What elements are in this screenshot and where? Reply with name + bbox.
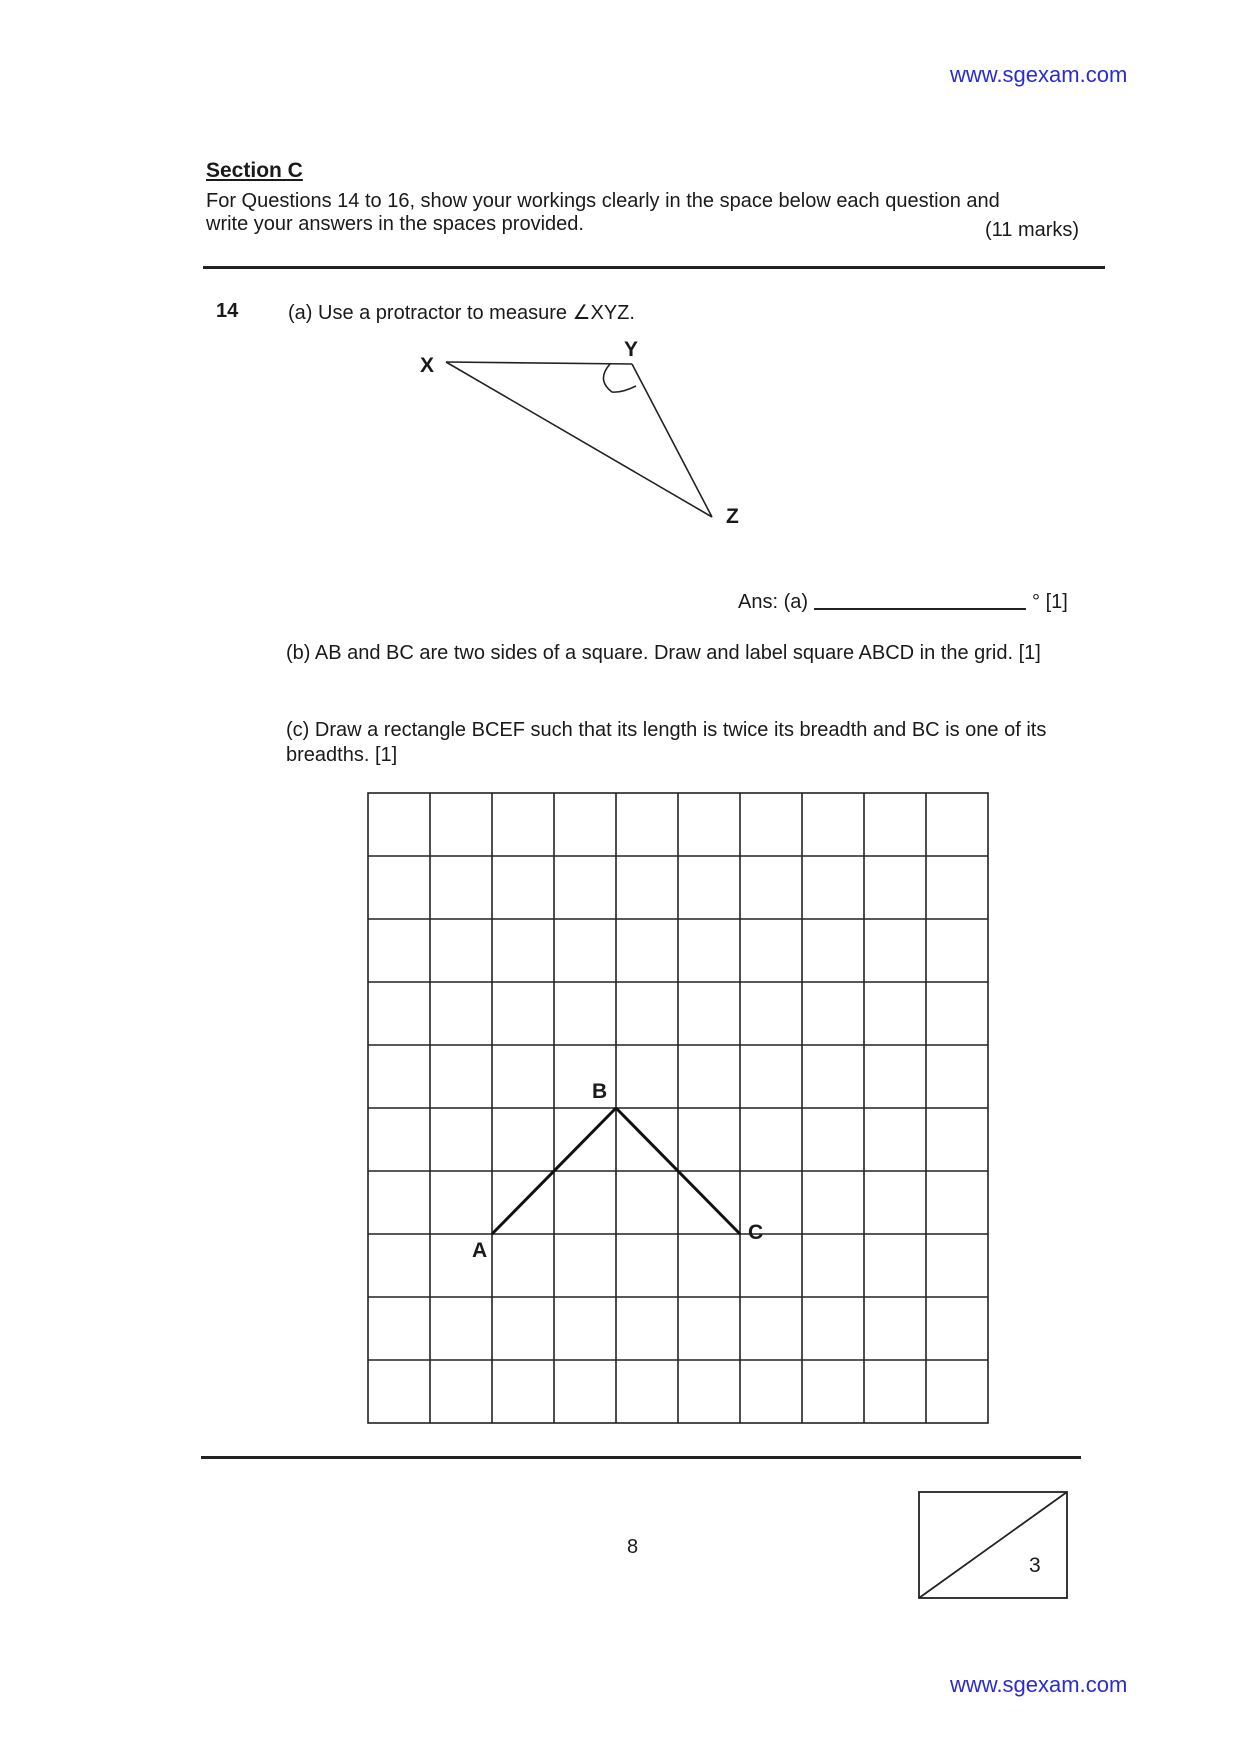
angle-marker-y xyxy=(603,364,636,392)
question-part-a: (a) Use a protractor to measure ∠XYZ. xyxy=(288,302,635,324)
question-part-b: (b) AB and BC are two sides of a square. Draw and label square ABCD in the grid. [1] xyxy=(286,642,1041,664)
marks-box xyxy=(915,1488,1075,1604)
section-marks: (11 marks) xyxy=(985,219,1080,241)
divider-top xyxy=(203,266,1105,269)
vertex-label-y: Y xyxy=(624,338,639,361)
answer-line-a xyxy=(738,588,1068,614)
section-title: Section C xyxy=(206,159,303,182)
triangle-xyz-figure xyxy=(400,330,770,540)
point-label-a: A xyxy=(472,1239,488,1262)
website-url-bottom: www.sgexam.com xyxy=(950,1672,1128,1697)
marks-box-value: 3 xyxy=(1029,1554,1041,1577)
marks-box-diagonal xyxy=(919,1492,1067,1598)
section-instructions-line1: For Questions 14 to 16, show your workings clearly in the space below each question and xyxy=(206,190,1000,212)
vertex-label-z: Z xyxy=(726,505,739,528)
answer-suffix: ° [1] xyxy=(1032,591,1068,613)
answer-blank[interactable] xyxy=(814,588,1026,610)
vertex-label-x: X xyxy=(420,354,435,377)
point-label-c: C xyxy=(748,1221,764,1244)
divider-bottom xyxy=(201,1456,1081,1459)
website-url-top: www.sgexam.com xyxy=(950,62,1128,87)
section-instructions-line2: write your answers in the spaces provided. xyxy=(206,213,584,235)
side-xy xyxy=(446,362,632,364)
question-number: 14 xyxy=(216,300,239,322)
answer-prefix: Ans: (a) xyxy=(738,591,809,613)
question-part-c: (c) Draw a rectangle BCEF such that its length is twice its breadth and BC is one of its breadths. [1] xyxy=(286,719,1047,766)
page-number: 8 xyxy=(627,1536,639,1558)
point-label-b: B xyxy=(592,1080,608,1103)
square-grid[interactable] xyxy=(360,785,1000,1435)
